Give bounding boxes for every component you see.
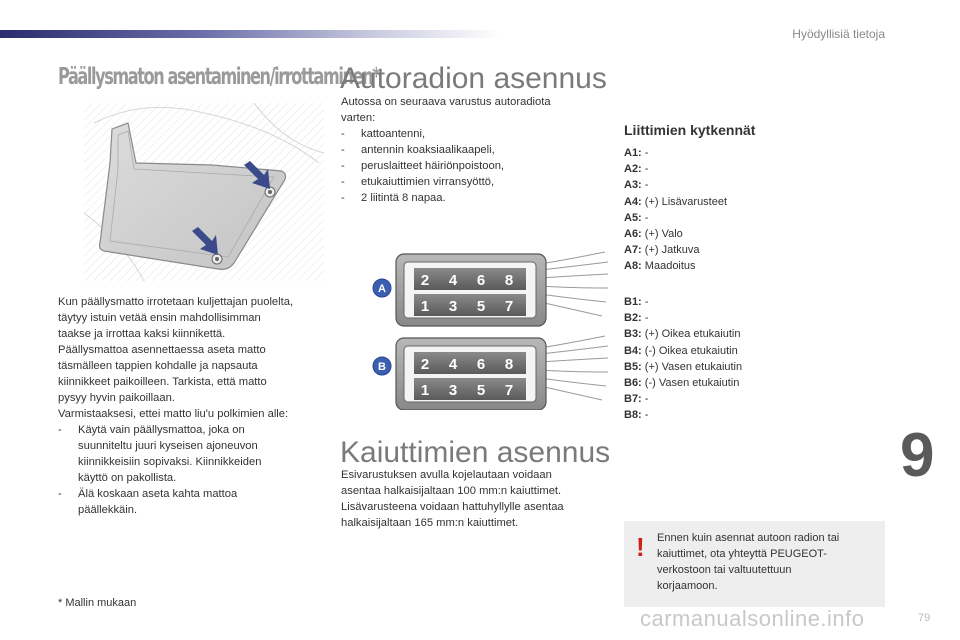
radio-bullet: - etukaiuttimien virransyöttö,	[341, 176, 495, 188]
pin-row: A8: Maadoitus	[624, 260, 696, 273]
mat-bullet-line: päällekkäin.	[78, 504, 138, 516]
mat-bullet-line: suunniteltu juuri kyseisen ajoneuvon	[78, 440, 258, 452]
pin-row: A7: (+) Jatkuva	[624, 244, 700, 257]
watermark: carmanualsonline.info	[640, 606, 865, 631]
warning-exclamation-icon: !	[636, 532, 645, 562]
speakers-line: Esivarustuksen avulla kojelautaan voidaan	[341, 469, 552, 481]
mat-bullet: - Älä koskaan aseta kahta mattoa päällekkäin.	[58, 488, 238, 516]
pin-row: A6: (+) Valo	[624, 228, 683, 241]
mat-line: täytyy istuin vetää ensin mahdollisimman	[58, 312, 261, 324]
radio-bullet-text: kattoantenni,	[361, 128, 426, 140]
floor-mat-illustration	[84, 103, 324, 281]
connector-label: B	[378, 361, 386, 373]
pin-number: 6	[476, 356, 486, 373]
pin-row: B4: (-) Oikea etukaiutin	[624, 344, 738, 357]
mat-instructions	[58, 294, 328, 518]
notice-line: korjaamoon.	[657, 580, 718, 592]
radio-bullet-text: 2 liitintä 8 napaa.	[361, 192, 446, 204]
mat-line: Kun päällysmatto irrotetaan kuljettajan puolelta,	[58, 296, 294, 308]
radio-section-title: Autoradion asennus	[340, 62, 607, 95]
mat-bullet-line: käyttö on pakollista.	[78, 472, 177, 484]
mat-line: pysyy hyvin paikoillaan.	[58, 392, 175, 404]
mat-bullet-line: Käytä vain päällysmattoa, joka on	[78, 424, 245, 436]
pin-number: 5	[476, 382, 486, 399]
pin-number: 4	[448, 356, 458, 373]
pin-number: 1	[420, 382, 430, 399]
warning-notice-text	[657, 530, 872, 594]
pin-list-b	[624, 294, 742, 424]
pin-row: A5: -	[624, 211, 649, 224]
pin-row: B8: -	[624, 409, 649, 422]
connector-diagram	[370, 250, 610, 410]
pin-row: A1: -	[624, 147, 649, 159]
notice-line: verkostoon tai valtuutettuun	[657, 564, 792, 576]
speakers-line: asentaa halkaisijaltaan 100 mm:n kaiuttimet.	[341, 485, 562, 497]
pin-row: B6: (-) Vasen etukaiutin	[624, 377, 740, 390]
pin-number: 4	[448, 272, 458, 289]
pin-row: B7: -	[624, 393, 649, 406]
pin-row: B3: (+) Oikea etukaiutin	[624, 328, 741, 341]
radio-bullet: - antennin koaksiaalikaapeli,	[341, 144, 495, 156]
mat-line: Päällysmattoa asennettaessa aseta matto	[58, 344, 266, 356]
radio-bullet: - 2 liitintä 8 napaa.	[341, 192, 446, 204]
radio-intro-line: varten:	[341, 112, 376, 124]
radio-bullet: - kattoantenni,	[341, 128, 426, 140]
speakers-text	[341, 467, 611, 531]
footnote: * Mallin mukaan	[58, 597, 137, 609]
pin-number: 3	[448, 298, 458, 315]
connector-b	[373, 336, 608, 410]
pin-assignment-heading: Liittimien kytkennät	[624, 122, 756, 138]
mat-line: Varmistaaksesi, ettei matto liu'u polkimien alle:	[58, 408, 289, 420]
radio-bullet: - peruslaitteet häiriönpoistoon,	[341, 160, 505, 172]
mat-line: täsmälleen tappien kohdalle ja napsauta	[58, 360, 258, 372]
pin-list-a	[624, 145, 727, 275]
chapter-number: 9	[900, 421, 935, 490]
connector-label: A	[378, 283, 386, 295]
pin-number: 2	[420, 356, 430, 373]
mat-line: kiinnikkeet paikoilleen. Tarkista, että matto	[58, 376, 267, 388]
pin-number: 7	[504, 298, 514, 315]
speakers-line: halkaisijaltaan 165 mm:n kaiuttimet.	[341, 517, 519, 529]
section-title: Hyödyllisiä tietoja	[792, 27, 885, 41]
radio-bullet-text: antennin koaksiaalikaapeli,	[361, 144, 495, 156]
notice-line: Ennen kuin asennat autoon radion tai	[657, 532, 840, 544]
header-accent-bar	[0, 30, 500, 38]
pin-number: 8	[504, 356, 514, 373]
pin-row: A3: -	[624, 179, 649, 192]
pin-number: 7	[504, 382, 514, 399]
pin-row: B5: (+) Vasen etukaiutin	[624, 360, 743, 373]
speakers-section-title: Kaiuttimien asennus	[340, 436, 611, 469]
pin-number: 2	[420, 272, 430, 289]
pin-row: A2: -	[624, 163, 649, 176]
mat-bullet-line: kiinnikkeisiin sopivaksi. Kiinnikkeiden	[78, 456, 262, 468]
pin-row: B1: -	[624, 296, 649, 308]
mat-line: taakse ja irrottaa kaksi kiinnikettä.	[58, 328, 226, 340]
mat-bullet: - Käytä vain päällysmattoa, joka on suunniteltu juuri kyseisen ajoneuvon kiinnikkeisiin sopivaksi. Kiinnikkeiden käyttö on pakollista.	[58, 424, 262, 484]
radio-bullet-text: etukaiuttimien virransyöttö,	[361, 176, 495, 188]
pin-number: 8	[504, 272, 514, 289]
pin-row: B2: -	[624, 312, 649, 325]
page-number: 79	[918, 612, 931, 624]
radio-bullet-text: peruslaitteet häiriönpoistoon,	[361, 160, 505, 172]
radio-intro	[341, 94, 601, 206]
radio-intro-line: Autossa on seuraava varustus autoradiota	[341, 96, 551, 108]
mat-bullet-line: Älä koskaan aseta kahta mattoa	[78, 488, 238, 500]
notice-line: kaiuttimet, ota yhteyttä PEUGEOT-	[657, 548, 827, 560]
pin-number: 5	[476, 298, 486, 315]
mat-section-title: Päällysmaton asentaminen/irrottaminen*	[58, 64, 380, 90]
speakers-line: Lisävarusteena voidaan hattuhyllylle asentaa	[341, 501, 564, 513]
pin-number: 6	[476, 272, 486, 289]
pin-number: 3	[448, 382, 458, 399]
pin-number: 1	[420, 298, 430, 315]
pin-row: A4: (+) Lisävarusteet	[624, 195, 728, 208]
connector-a	[373, 252, 608, 326]
